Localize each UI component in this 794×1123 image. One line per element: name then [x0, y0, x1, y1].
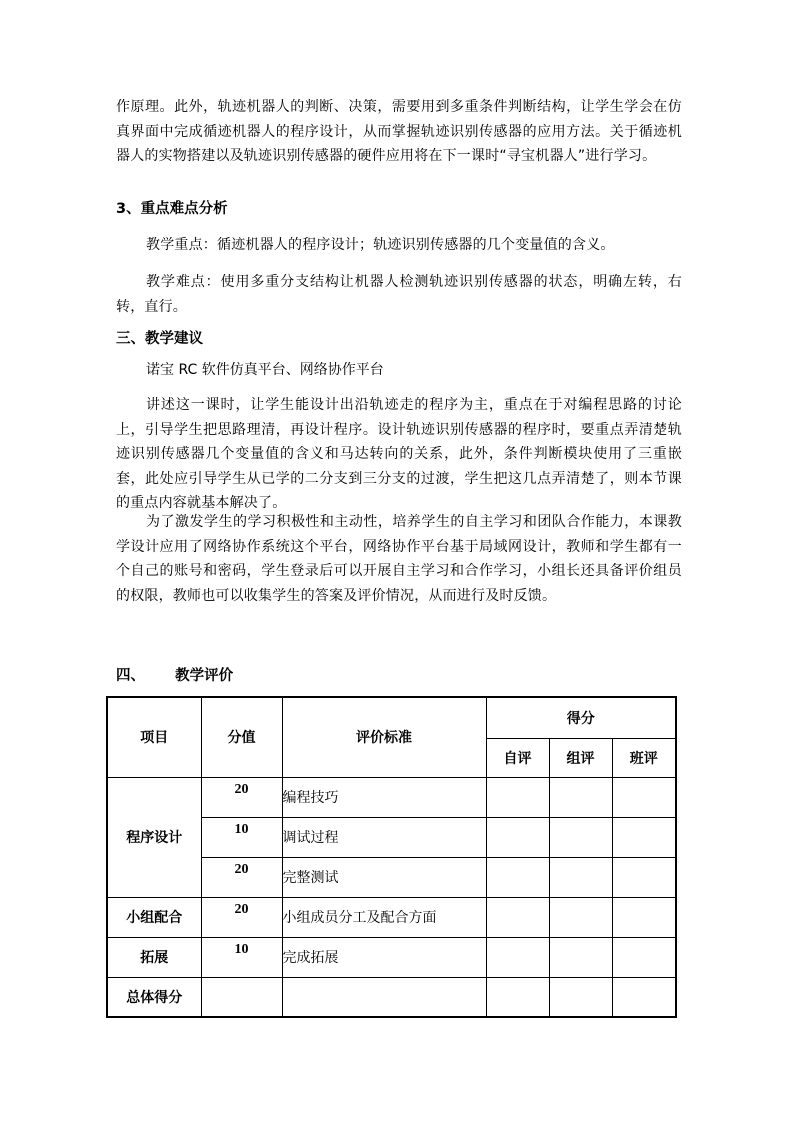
row-item-program-design: 程序设计	[107, 777, 201, 897]
header-score: 分值	[201, 697, 282, 777]
self-eval-cell	[486, 897, 549, 937]
class-eval-cell	[612, 977, 676, 1017]
row-score	[201, 977, 282, 1017]
group-eval-cell	[549, 857, 612, 897]
group-eval-cell	[549, 777, 612, 817]
heading-key-difficult-analysis: 3、重点难点分析	[116, 201, 228, 217]
row-item-group-cooperation: 小组配合	[107, 897, 201, 937]
self-eval-cell	[486, 857, 549, 897]
self-eval-cell	[486, 977, 549, 1017]
row-criteria: 小组成员分工及配合方面	[282, 897, 486, 937]
row-score: 20	[201, 897, 282, 937]
row-item-extension: 拓展	[107, 937, 201, 977]
row-score: 10	[201, 817, 282, 857]
heading-teaching-suggestions: 三、教学建议	[116, 331, 203, 347]
intro-paragraph: 作原理。此外，轨迹机器人的判断、决策，需要用到多重条件判断结构，让学生学会在仿真界面中完成循迹机器人的程序设计，从而掌握轨迹识别传感器的应用方法。关于循迹机器人的实物搭建以及轨迹识别传感器的硬件应用将在下一课时“寻宝机器人”进行学习。	[116, 99, 682, 164]
row-criteria: 完成拓展	[282, 937, 486, 977]
suggestion-paragraph-2: 为了激发学生的学习积极性和主动性，培养学生的自主学习和团队合作能力，本课教学设计应用了网络协作系统这个平台，网络协作平台基于局域网设计，教师和学生都有一个自己的账号和密码，学生登录后可以开展自主学习和合作学习，小组长还具备评价组员的权限，教师也可以收集学生的答案及评价情况，从而进行及时反馈。	[116, 514, 682, 604]
header-criteria: 评价标准	[282, 697, 486, 777]
group-eval-cell	[549, 977, 612, 1017]
row-criteria	[282, 977, 486, 1017]
table-row	[107, 977, 676, 1017]
class-eval-cell	[612, 897, 676, 937]
group-eval-cell	[549, 817, 612, 857]
row-criteria: 编程技巧	[282, 777, 486, 817]
row-criteria: 完整测试	[282, 857, 486, 897]
table-header-row	[107, 697, 676, 738]
class-eval-cell	[612, 857, 676, 897]
heading-eval-number: 四、	[116, 668, 145, 684]
class-eval-cell	[612, 817, 676, 857]
class-eval-cell	[612, 777, 676, 817]
group-eval-cell	[549, 937, 612, 977]
group-eval-cell	[549, 897, 612, 937]
header-self-eval: 自评	[486, 738, 549, 777]
row-score: 20	[201, 777, 282, 817]
self-eval-cell	[486, 937, 549, 977]
self-eval-cell	[486, 777, 549, 817]
heading-eval-text: 教学评价	[175, 668, 234, 684]
key-point-paragraph: 教学重点：循迹机器人的程序设计；轨迹识别传感器的几个变量值的含义。	[146, 237, 615, 253]
self-eval-cell	[486, 817, 549, 857]
table-row	[107, 937, 676, 977]
platform-line: 诺宝 RC 软件仿真平台、网络协作平台	[146, 362, 384, 378]
table-row	[107, 777, 676, 817]
suggestion-paragraph-1: 讲述这一课时，让学生能设计出沿轨迹走的程序为主，重点在于对编程思路的讨论上，引导学生把思路理清，再设计程序。设计轨迹识别传感器的程序时，要重点弄清楚轨迹识别传感器几个变量值的含义和马达转向的关系，此外，条件判断模块使用了三重嵌套，此处应引导学生从已学的二分支到三分支的过渡，学生把这几点弄清楚了，则本节课的重点内容就基本解决了。	[116, 397, 682, 511]
row-criteria: 调试过程	[282, 817, 486, 857]
header-group-eval: 组评	[549, 738, 612, 777]
heading-teaching-evaluation	[116, 664, 233, 685]
row-score: 10	[201, 937, 282, 977]
header-class-eval: 班评	[612, 738, 676, 777]
row-item-total-score: 总体得分	[107, 977, 201, 1017]
row-score: 20	[201, 857, 282, 897]
evaluation-table	[106, 696, 677, 1018]
difficult-point-paragraph: 教学难点：使用多重分支结构让机器人检测轨迹识别传感器的状态，明确左转，右转，直行。	[116, 274, 682, 315]
class-eval-cell	[612, 937, 676, 977]
header-points: 得分	[486, 697, 676, 738]
table-row	[107, 897, 676, 937]
header-item: 项目	[107, 697, 201, 777]
